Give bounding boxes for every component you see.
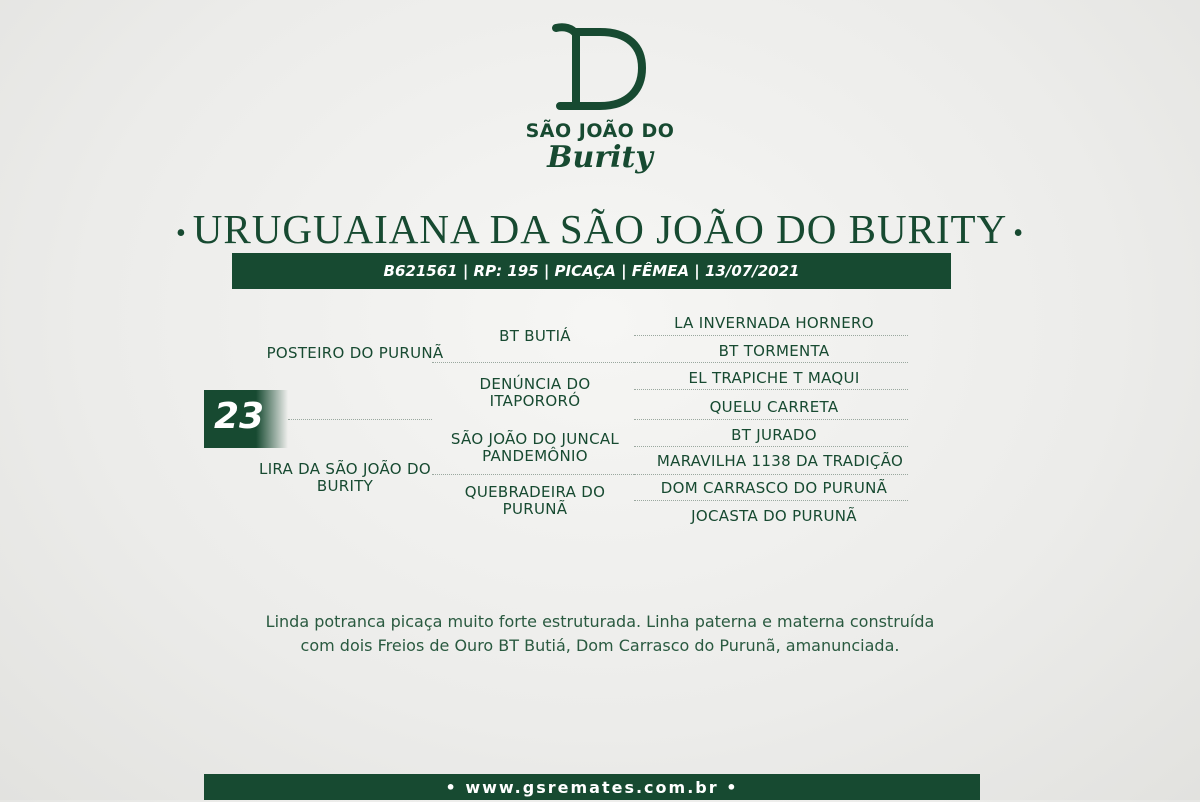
- description-line-2: com dois Freios de Ouro BT Butiá, Dom Carrasco do Purunã, amanunciada.: [300, 636, 900, 655]
- pedigree-line-root: [288, 419, 432, 420]
- pedigree-great-grandparent-2: BT TORMENTA: [718, 342, 830, 360]
- pedigree-great-grandparent-3: EL TRAPICHE T MAQUI: [688, 369, 860, 387]
- pedigree-grandparent-4: QUEBRADEIRA DO PURUNÃ: [464, 483, 606, 518]
- title-bullet-right: •: [1013, 217, 1025, 249]
- pedigree-line-gp4: [634, 500, 908, 501]
- pedigree-line-ggp-a: [634, 362, 908, 363]
- pedigree-dam: LIRA DA SÃO JOÃO DO BURITY: [259, 460, 431, 495]
- pedigree-line-ggp-b: [634, 474, 908, 475]
- footer-bullet-left: •: [445, 778, 458, 797]
- pedigree-grandparent-1: BT BUTIÁ: [499, 327, 571, 345]
- logo-d-monogram-icon: [550, 22, 650, 118]
- pedigree-grandparent-3: SÃO JOÃO DO JUNCAL PANDEMÔNIO: [450, 430, 620, 465]
- lot-number-badge: [204, 390, 288, 448]
- description-line-1: Linda potranca picaça muito forte estruturada. Linha paterna e materna construída: [265, 612, 935, 631]
- pedigree-line-gp2: [634, 389, 908, 390]
- page-title: [0, 205, 1200, 253]
- footer-bullet-right: •: [726, 778, 739, 797]
- pedigree-line-gp1: [634, 335, 908, 336]
- animal-info-bar: B621561 | RP: 195 | PICAÇA | FÊMEA | 13/07/2021: [232, 253, 951, 289]
- pedigree-great-grandparent-7: DOM CARRASCO DO PURUNÃ: [660, 479, 888, 497]
- pedigree-great-grandparent-6: MARAVILHA 1138 DA TRADIÇÃO: [656, 452, 904, 470]
- pedigree-grandparent-2: DENÚNCIA DO ITAPORORÓ: [479, 375, 591, 410]
- lot-number: 23: [214, 396, 265, 437]
- pedigree-line-sire: [432, 362, 638, 363]
- pedigree-great-grandparent-8: JOCASTA DO PURUNÃ: [691, 507, 857, 525]
- footer-bar: [204, 774, 980, 800]
- pedigree-line-gp3: [634, 446, 908, 447]
- brand-logo: [520, 22, 680, 182]
- pedigree-great-grandparent-1: LA INVERNADA HORNERO: [674, 314, 874, 332]
- title-text: URUGUAIANA DA SÃO JOÃO DO BURITY: [192, 206, 1008, 252]
- pedigree-great-grandparent-5: BT JURADO: [731, 426, 817, 444]
- animal-description: [200, 610, 1000, 658]
- pedigree-line-dam: [432, 474, 638, 475]
- title-bullet-left: •: [175, 217, 187, 249]
- pedigree-line-center: [634, 419, 908, 420]
- footer-website-link[interactable]: www.gsremates.com.br: [465, 778, 719, 797]
- pedigree-sire: POSTEIRO DO PURUNÃ: [266, 344, 444, 362]
- logo-text-top: SÃO JOÃO DO: [525, 120, 675, 142]
- pedigree-great-grandparent-4: QUELU CARRETA: [709, 398, 839, 416]
- logo-text-script: Burity: [547, 140, 653, 175]
